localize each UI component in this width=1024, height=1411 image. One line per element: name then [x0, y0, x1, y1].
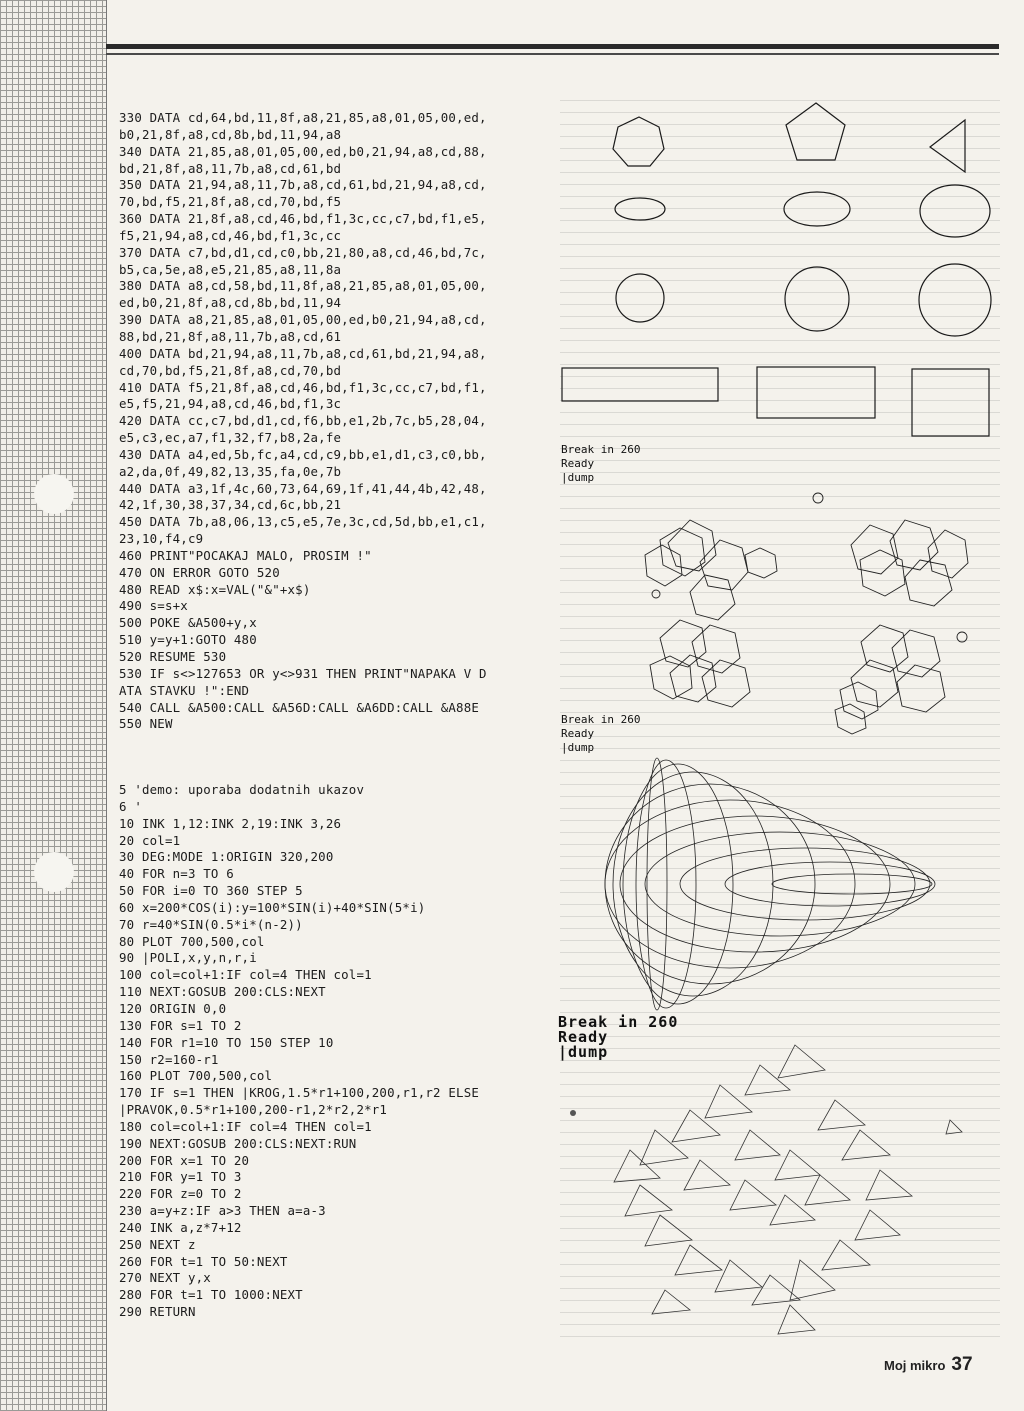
circle-small	[616, 274, 664, 322]
hexagon-cluster-figure	[645, 493, 968, 734]
rectangle-medium	[757, 367, 875, 418]
ellipse-small	[615, 198, 665, 220]
screen-status-text: Break in 260 Ready |dump	[558, 1013, 679, 1061]
ellipse-large	[920, 185, 990, 237]
ellipse-medium	[784, 192, 850, 226]
triangle-scatter-figure	[614, 1045, 962, 1334]
pentagon-shape	[786, 103, 845, 160]
circle-medium	[785, 267, 849, 331]
screen-status-text: Break in 260 Ready |dump	[561, 713, 641, 754]
basic-listing-data: 330 DATA cd,64,bd,11,8f,a8,21,85,a8,01,05,00,ed, b0,21,8f,a8,cd,8b,bd,11,94,a8 340 DATA 21,85,a8,01,05,00,ed,b0,21,94,a8,cd,88, bd,21,8f,a8,11,7b,a8,cd,61,bd 350 DATA 21,94,a8,11,7b,a8,cd,61,bd,21,94,a8,cd, 70,bd,f5,21,8f,a8,cd,70,bd,f5 360 DATA 21,8f,a8,cd,46,bd,f1,3c,cc,c7,bd,f1,e5, f5,21,94,a8,cd,46,bd,f1,3c,cc 370 DATA c7,bd,d1,cd,c0,bb,21,80,a8,cd,46,bd,7c, b5,ca,5e,a8,e5,21,85,a8,11,8a 380 DATA a8,cd,58,bd,11,8f,a8,21,85,a8,01,05,00, ed,b0,21,8f,a8,cd,8b,bd,11,94 390 DATA a8,21,85,a8,01,05,00,ed,b0,21,94,a8,cd, 88,bd,21,8f,a8,11,7b,a8,cd,61 400 DATA bd,21,94,a8,11,7b,a8,cd,61,bd,21,94,a8, cd,70,bd,f5,21,8f,a8,cd,70,bd 410 DATA f5,21,8f,a8,cd,46,bd,f1,3c,cc,c7,bd,f1, e5,f5,21,94,a8,cd,46,bd,f1,3c 420 DATA cc,c7,bd,d1,cd,f6,bb,e1,2b,7c,b5,28,04, e5,c3,ec,a7,f1,32,f7,b8,2a,fe 430 DATA a4,ed,5b,fc,a4,cd,c9,bb,e1,d1,c3,c0,bb, a2,da,0f,49,82,13,35,fa,0e,7b 440 DATA a3,1f,4c,60,73,64,69,1f,41,44,4b,42,48, 42,1f,30,38,37,34,cd,6c,bb,21 450 DATA 7b,a8,06,13,c5,e5,7e,3c,cd,5d,bb,e1,c1, 23,10,f4,c9 460 PRINT"POCAKAJ MALO, PROSIM !" 470 ON ERROR GOTO 520 480 READ x$:x=VAL("&"+x$) 490 s=s+x 500 POKE &A500+y,x 510 y=y+1:GOTO 480 520 RESUME 530 530 IF s<>127653 OR y<>931 THEN PRINT"NAPAKA V D ATA STAVKU !":END 540 CALL &A500:CALL &A56D:CALL &A6DD:CALL &A88E 550 NEW	[119, 110, 487, 732]
nested-ellipse-figure	[605, 758, 935, 1010]
screen-status-text: Break in 260 Ready |dump	[561, 443, 641, 484]
rectangle-tall	[912, 369, 989, 436]
page-number: 37	[951, 1354, 973, 1375]
basic-listing-demo: 5 'demo: uporaba dodatnih ukazov 6 ' 10 INK 1,12:INK 2,19:INK 3,26 20 col=1 30 DEG:MODE 1:ORIGIN 320,200 40 FOR n=3 TO 6 50 FOR i=0 TO 360 STEP 5 60 x=200*COS(i):y=100*SIN(i)+40*SIN(5*i) 70 r=40*SIN(0.5*i*(n-2)) 80 PLOT 700,500,col 90 |POLI,x,y,n,r,i 100 col=col+1:IF col=4 THEN col=1 110 NEXT:GOSUB 200:CLS:NEXT 120 ORIGIN 0,0 130 FOR s=1 TO 2 140 FOR r1=10 TO 150 STEP 10 150 r2=160-r1 160 PLOT 700,500,col 170 IF s=1 THEN |KROG,1.5*r1+100,200,r1,r2 ELSE |PRAVOK,0.5*r1+100,200-r1,2*r2,2*r1 180 col=col+1:IF col=4 THEN col=1 190 NEXT:GOSUB 200:CLS:NEXT:RUN 200 FOR x=1 TO 20 210 FOR y=1 TO 3 220 FOR z=0 TO 2 230 a=y+z:IF a>3 THEN a=a-3 240 INK a,z*7+12 250 NEXT z 260 FOR t=1 TO 50:NEXT 270 NEXT y,x 280 FOR t=1 TO 1000:NEXT 290 RETURN	[119, 782, 480, 1320]
circle-large	[919, 264, 991, 336]
triangle-shape	[930, 120, 965, 172]
hexagon-shape	[613, 117, 664, 166]
magazine-name: Moj mikro	[884, 1358, 946, 1373]
ink-dot	[570, 1110, 576, 1116]
page-footer	[884, 1354, 973, 1376]
rectangle-wide	[562, 368, 718, 401]
